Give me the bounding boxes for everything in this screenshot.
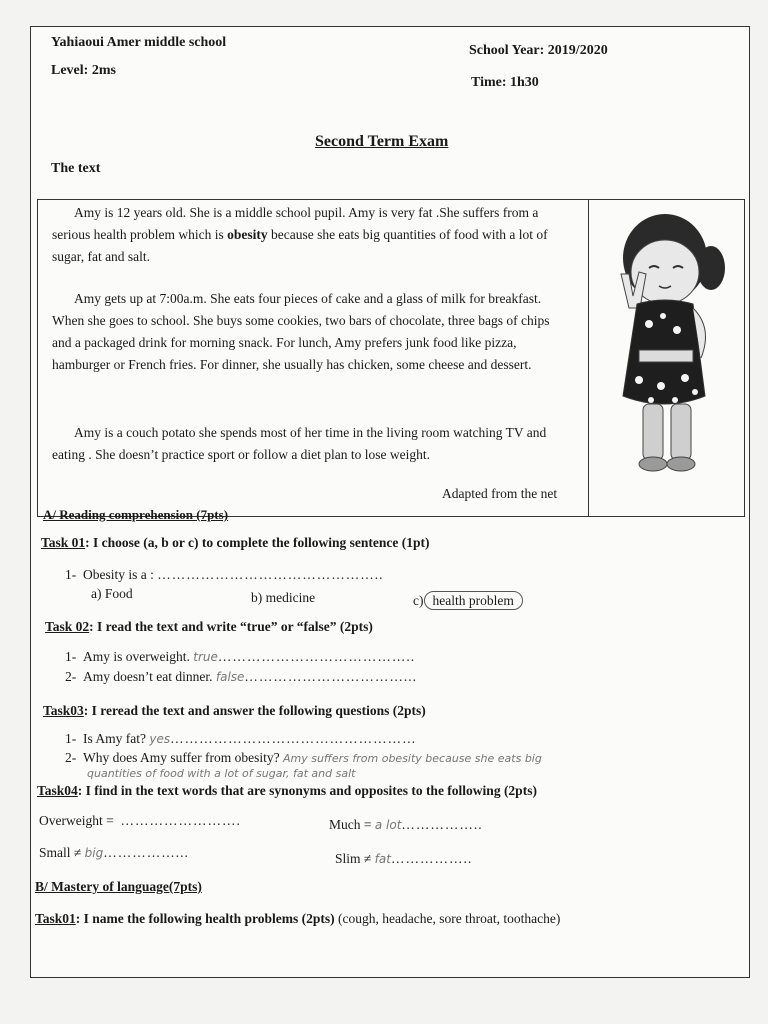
task2-heading: Task 02: I read the text and write “true” or “false” (2pts) [45,619,373,634]
task2-question-1: 1- Amy is overweight. true………………………………….. [65,649,416,664]
task1-heading: Task 01: I choose (a, b or c) to complete the following sentence (1pt) [41,535,430,550]
school-year: School Year: 2019/2020 [469,43,608,58]
section-b-title: B/ Mastery of language(7pts) [35,879,202,894]
task3-question-1: 1- Is Amy fat? yes…………………………………………… [65,731,417,746]
task1-option-c: c) health problem [413,593,523,609]
exam-page [30,26,750,978]
school-name: Yahiaoui Amer middle school [51,35,227,50]
level-label: Level: 2ms [51,63,116,78]
task3-answer-line-2: quantities of food with a lot of sugar, fat and salt [87,767,356,780]
illustration-panel [588,200,745,516]
section-a-title: A/ Reading comprehension (7pts) [43,507,229,522]
task3-question-2: 2- Why does Amy suffer from obesity? Amy suffers from obesity because she eats big [65,750,542,765]
text-heading: The text [51,161,101,176]
task4-word-overweight: Overweight = ……………………. [39,813,241,828]
task2-question-2: 2- Amy doesn’t eat dinner. false……………………………... [65,669,418,684]
task1-option-b: b) medicine [251,590,316,605]
section-b-task1-heading: Task01: I name the following health problems (2pts) (cough, headache, sore throat, toothache) [35,911,561,926]
exam-time: Time: 1h30 [471,75,539,90]
girl-illustration [589,200,745,516]
task4-heading: Task04: I find in the text words that are synonyms and opposites to the following (2pts) [37,783,537,798]
passage-paragraph-1: Amy is 12 years old. She is a middle school pupil. Amy is very fat .She suffers from a serious health problem which is obesity because she eats big quantities of food with a lot of sugar, fat and salt. [52,205,548,264]
task1-question: 1- Obesity is a : ……………………………………….. [65,567,384,582]
passage-paragraph-3: Amy is a couch potato she spends most of her time in the living room watching TV and eating . She doesn’t practice sport or follow a diet plan to lose weight. [52,425,547,462]
task3-heading: Task03: I reread the text and answer the following questions (2pts) [43,703,426,718]
passage-source: Adapted from the net [442,486,558,501]
passage-paragraph-2: Amy gets up at 7:00a.m. She eats four pieces of cake and a glass of milk for breakfast. When she goes to school. She buys some cookies, two bars of chocolate, three bags of chips and a packaged drink for morning snack. For lunch, Amy prefers junk food like pizza, hamburger or French fries. For dinner, she usually has chicken, some cheese and dessert. [52,291,550,372]
task4-word-much: Much = a lot…………….. [329,817,483,832]
answer-circle: health problem [424,591,523,610]
task4-word-small: Small ≠ big……………... [39,845,189,860]
page-title: Second Term Exam [315,133,449,150]
task4-word-slim: Slim ≠ fat…………….. [335,851,473,866]
task1-option-a: a) Food [91,586,133,601]
passage-box [37,199,745,517]
